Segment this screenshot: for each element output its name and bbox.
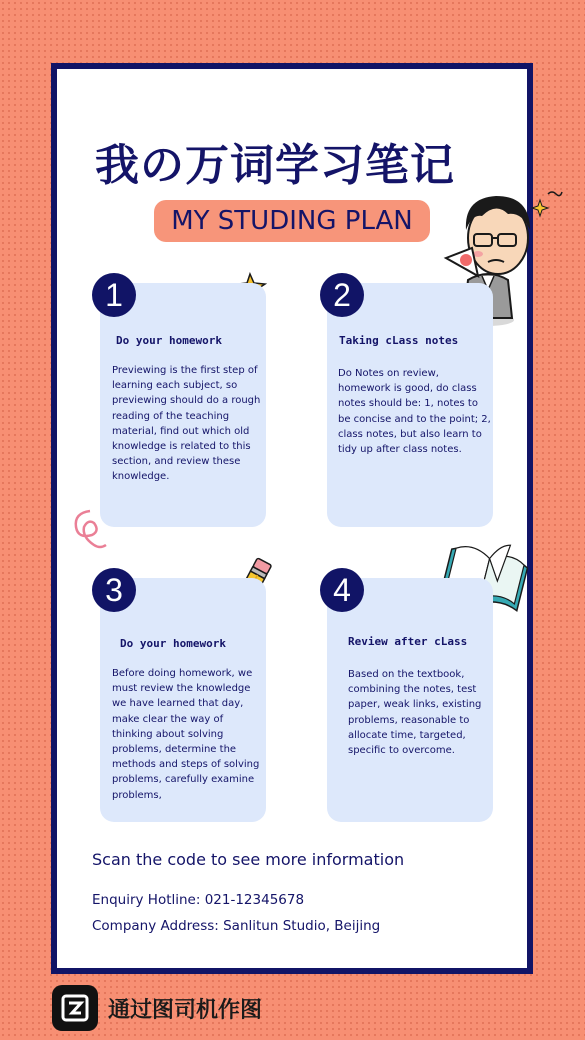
subtitle-pill: MY STUDING PLAN (154, 200, 430, 242)
card-2-body: Do Notes on review, homework is good, do class notes should be: 1, notes to be concise and to the point; 2, class notes, but also learn to tidy up after class notes. (338, 368, 491, 456)
page-title: 我の万词学习笔记 (95, 140, 455, 191)
card-3-number: 3 (92, 568, 136, 612)
card-1-number: 1 (92, 273, 136, 317)
card-2-number: 2 (320, 273, 364, 317)
card-2-title: Taking cLass notes (339, 334, 459, 347)
card-1-body: Previewing is the first step of learning each subject, so previewing should do a rough reading of the teaching material, find out which old knowledge is related to this section, and review these knowledge. (112, 365, 261, 483)
card-4-body: Based on the textbook, combining the notes, test paper, weak links, existing problems, reasonable to allocate time, targeted, specific to overcome. (348, 669, 482, 757)
brand-logo-icon (52, 985, 98, 1031)
card-4-title: Review after cLass (348, 635, 468, 648)
brand-bar (52, 985, 262, 1031)
hotline-text: Enquiry Hotline: 021-12345678 (92, 892, 305, 908)
brand-name: 通过图司机作图 (108, 997, 263, 1023)
card-4-number: 4 (320, 568, 364, 612)
card-3-body: Before doing homework, we must review the knowledge we have learned that day, make clear the way of thinking about solving problems, determine the methods and steps of solving problems, carefully examine problems, (112, 668, 260, 801)
card-1-title: Do your homework (116, 334, 222, 347)
scan-code-text: Scan the code to see more information (92, 850, 405, 869)
card-3-title: Do your homework (120, 637, 226, 650)
address-text: Company Address: Sanlitun Studio, Beijing (92, 918, 381, 934)
